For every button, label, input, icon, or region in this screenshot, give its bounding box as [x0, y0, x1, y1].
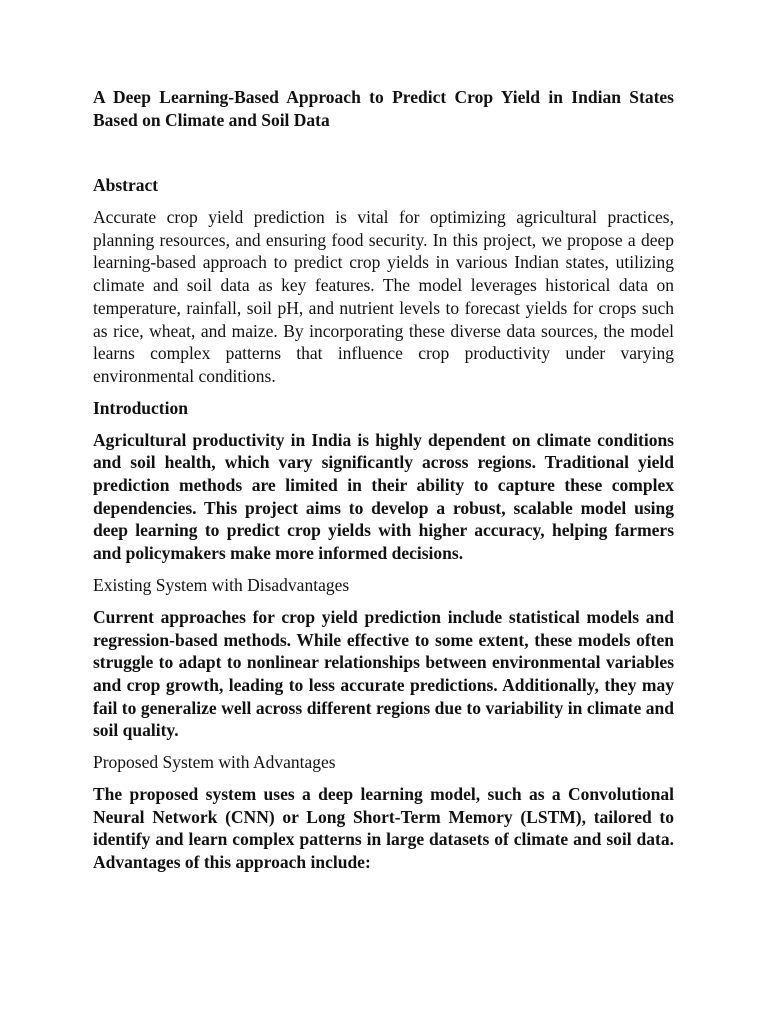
- abstract-body: Accurate crop yield prediction is vital for optimizing agricultural practices, planning resources, and ensuring food security. In this project, we propose a deep learning-based approach to predict crop yields in various Indian states, utilizing climate and soil data as key features. The model leverages historical data on temperature, rainfall, soil pH, and nutrient levels to forecast yields for crops such as rice, wheat, and maize. By incorporating these diverse data sources, the model learns complex patterns that influence crop productivity under varying environmental conditions.: [93, 207, 674, 386]
- introduction-body: Agricultural productivity in India is highly dependent on climate conditions and soil health, which vary significantly across regions. Traditional yield prediction methods are limited in their ability to capture these complex dependencies. This project aims to develop a robust, scalable model using deep learning to predict crop yields with higher accuracy, helping farmers and policymakers make more informed decisions.: [93, 429, 674, 564]
- proposed-system-body: The proposed system uses a deep learning model, such as a Convolutional Neural Network (CNN) or Long Short-Term Memory (LSTM), tailored to identify and learn complex patterns in large datasets of climate and soil data. Advantages of this approach include:: [93, 784, 674, 873]
- abstract-heading: Abstract: [93, 175, 159, 195]
- proposed-system-heading: Proposed System with Advantages: [93, 752, 336, 773]
- existing-system-heading: Existing System with Disadvantages: [93, 574, 350, 595]
- spacer: [93, 742, 674, 751]
- spacer: [93, 565, 674, 574]
- spacer: [93, 420, 674, 429]
- spacer: [93, 774, 674, 783]
- spacer: [93, 197, 674, 206]
- spacer: [93, 132, 674, 174]
- introduction-heading: Introduction: [93, 397, 188, 418]
- existing-system-body: Current approaches for crop yield prediction include statistical models and regression-based methods. While effective to some extent, these models often struggle to adapt to nonlinear relationships between environmental variables and crop growth, leading to less accurate predictions. Additionally, they may fail to generalize well across different regions due to variability in climate and soil quality.: [93, 606, 674, 741]
- spacer: [93, 597, 674, 606]
- document-title: A Deep Learning-Based Approach to Predict Crop Yield in Indian States Based on Climate and Soil Data: [93, 87, 674, 130]
- document-page: [93, 86, 674, 874]
- spacer: [93, 388, 674, 397]
